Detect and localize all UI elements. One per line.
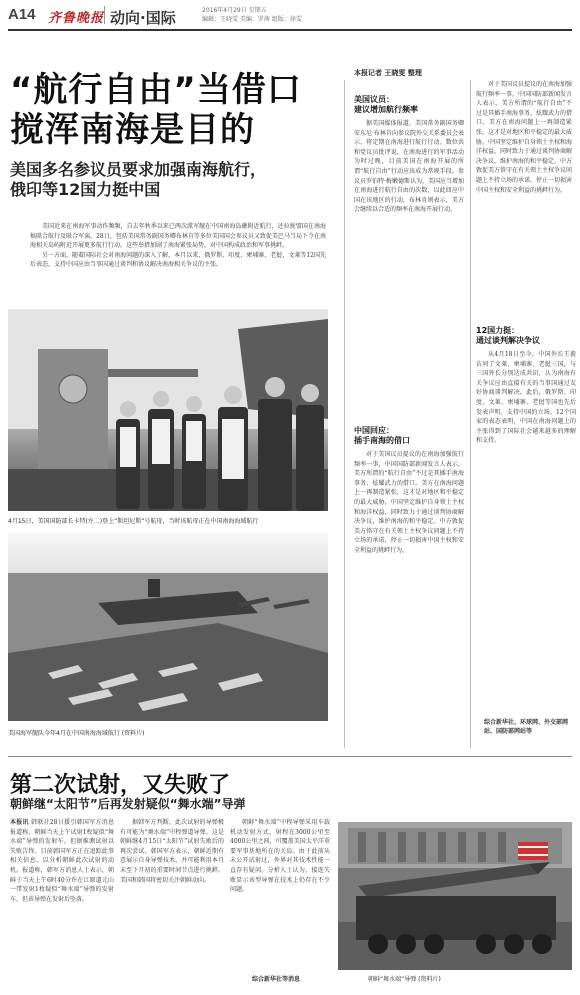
section-a-title: 建议增加航行频率 [354,105,418,114]
headline-line2: 搅浑南海是目的 [10,110,255,150]
column-divider [344,80,345,748]
section-c-heading [476,326,576,346]
subheadline-line2: 俄印等12国力挺中国 [10,180,161,199]
section-c [476,326,576,724]
photo-missile-illustration [338,822,572,970]
photo-carter-on-carrier [8,309,328,511]
story1-subheadline [10,160,330,200]
story-separator [8,756,572,757]
photo-fleet-illustration [8,533,328,721]
section-c-title: 通过谈判解决争议 [476,336,540,345]
section-a [354,95,464,417]
section-b-heading [354,426,464,446]
story1-source: 综合新华社、环球网、外交部网站、国防部网站等 [484,719,569,735]
header-meta [202,6,302,24]
photo1-caption: 4月15日，美国国防部长卡特(左二)登上“斯坦尼斯”号航母，当时该航母正在中国南海海域航行 [8,518,259,525]
section-a-text: 据美国媒体报道，美国常务副国务卿安东尼·布林肯向参议院外交关系委员会表示，将定期在南海进行航行行动。数位共和党议员批评说，在南海进行的军事活动为时过晚，目前美国在南海开展的所谓“航行自由”行动应该成为常规手段。参议员罗伯特·梅嫩德斯认为，美国应当增加在南海进行航行自由的次数，以此回应中国在该地区的行动，布林肯则表示，美方会继续以合适的频率在南海开展行动。 [354,120,464,214]
story2-col1 [10,818,114,988]
page-number: A14 [8,6,36,23]
section-b [354,426,464,750]
story2-headline: 第二次试射，又失败了 [10,773,231,798]
story1-byline: 本报记者 王晓雯 整理 [354,69,422,77]
newspaper-logo: 齐鲁晚报 [48,11,105,26]
photo2-caption: 美国海军舰队今年4月在中国南海海域航行 (资料片) [8,730,145,737]
section-c-kicker: 12国力挺： [476,326,520,335]
section-c-continued: 对于美国议员提议的在南海加强航行频率一事，中国国防部新闻发言人表示，美方所谓的“航行自由”不过是其插手南海事务、炫耀武力的借口。美方在南海问题上一再制造紧张，这才是对地区和平稳定的最大威胁。中国坚定维护自身领土主权和海洋权益，同时致力于通过谈判协商解决争议，维护南海的和平稳定。中方敦促美方恪守在有关领土主权争议问题上不持立场的承诺，停止一切损害中国主权和安全利益的挑衅行为。 [476,81,572,194]
story2-col1-text: 韩联社28日援引韩国军方消息报道称，朝鲜当天上午试射1枚疑似“舞水端”导弹的发射车，但据推测试射以失败告终。目前韩国军方正在追踪此事相关信息，以分析朝鲜此次试射的动机。报道称，韩军方消息人士表示，朝鲜于当天上午6时40分许在江原道元山一带发射1枚疑似“舞水端”导弹的发射车，但该导弹在发射后坠落。 [10,819,114,903]
editor-credits: 编辑：王晓雯 美编：罗茜 组版：徐雯 [202,16,302,23]
photo-carter-illustration [8,309,328,511]
headline-line1: “航行自由”当借口 [10,70,302,110]
section-a-kicker: 美国议员： [354,95,394,104]
photo-carrier-fleet [8,533,328,721]
header-divider [104,6,105,24]
story2-subheadline: 朝鲜继“太阳节”后再发射疑似“舞水端”导弹 [10,797,246,811]
section-b-title: 插手南海的借口 [354,436,410,445]
lead-paragraph-2: 另一方面，随着国际社会对南海问题的深入了解，本月以来，俄罗斯、印度、柬埔寨、老挝、文莱等12国先后表态，支持中国应由当事国通过谈判和协议解决南海相关争议的主张。 [30,251,326,269]
section-c-text: 从4月18日至今，中国外长王毅访问了文莱、柬埔寨、老挝三国，与三国外长分别达成共识，认为南海有关争议应由直接有关的当事国通过友好协商谈判解决。此后，俄罗斯、印度、文莱、柬埔寨、老挝等国也先后发表声明，支持中国的立场。12个国家的表态表明，中国在南海问题上的主张得到了国际社会越来越多的理解和支持。 [476,351,576,445]
photo-musudan-missile [338,822,572,970]
story2-source: 综合新华社等消息 [252,976,301,983]
header-rule [8,29,572,31]
section-a-heading [354,95,464,115]
photo3-caption: 朝鲜“舞水端”导弹 (资料片) [368,976,441,983]
story2-byline: 本报讯 [10,819,29,826]
column-divider-2 [470,80,471,748]
section-b-text: 对于美国议员提议的在南海加强航行频率一事，中国国防部新闻发言人表示，美方所谓的“航行自由”不过是其插手南海事务、炫耀武力的借口。美方在南海问题上一再制造紧张，这才是对地区和平稳定的最大威胁。中国坚定维护自身领土主权和海洋权益，同时致力于通过谈判协商解决争议，维护南海的和平稳定。中方敦促美方恪守在有关领土主权争议问题上不持立场的承诺，停止一切损害中国主权和安全利益的挑衅行为。 [354,451,464,554]
story1-lead [30,222,326,270]
section-b-kicker: 中国回应： [354,426,394,435]
story1-headline [10,70,302,150]
lead-paragraph-1: 美国近来在南海军事动作频频，自去年秋季以来已两次派军舰在中国南海岛礁附近航行，还拉拢盟国在南海搞联合航行及联合军演。28日，包括美国常务副国务卿布林肯等多位美国国会参议员又致促美巴马当局下令在南海相关岛屿附近开展更多航行行动。这些举措加剧了南海紧张局势，对中国构成政治和军事挑衅。 [30,223,326,250]
story2-col3: 朝鲜“舞水端”中程导弹采用车载机动发射方式，射程在3000公里至4000公里之间，可覆盖美国太平洋重要军事基地所在的关岛。由于此前从未公开试射过，外界对其技术性能一直存有疑问。分析人士认为，接连失败显示该型导弹在技术上仍存在不少问题。 [230,819,330,894]
story2-col2: 据韩军方判断，此次试射的导弹极有可能为“舞水端”中程弹道导弹。这是朝鲜继4月15日“太阳节”试射失败后的再次尝试。韩国军方表示，朝鲜近期有意展示自身导弹技术，并可能利用本月末至下月初的重要时间节点进行挑衅。美国和韩国将密切关注朝鲜动向。 [120,819,224,884]
section-title: 动向·国际 [110,9,176,27]
issue-date: 2016年4月29日 星期五 [202,7,267,14]
subheadline-line1: 美国多名参议员要求加强南海航行， [10,160,267,179]
